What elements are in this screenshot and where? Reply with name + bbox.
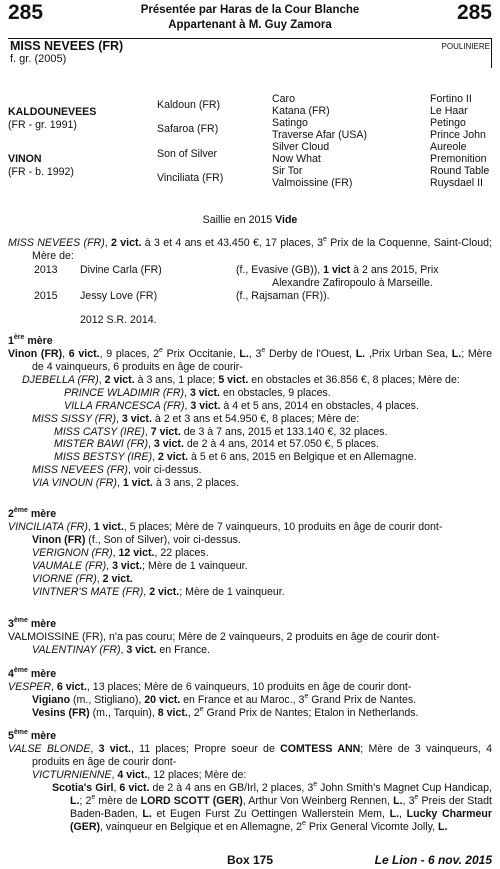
gen3-title [8, 618, 56, 631]
pedigree-gen2-4: Vinciliata (FR) [157, 172, 224, 184]
gen2-word: mère [30, 508, 57, 520]
race-record: MISS NEVEES (FR), 2 vict. à 3 et 4 ans et 43.450 €, 17 places, 3e Prix de la Coquenne, Saint-Cloud; Mère de: [8, 236, 493, 262]
covering-status: Vide [275, 214, 298, 226]
dam-info: (FR - b. 1992) [8, 166, 74, 178]
gen3-num: 3 [8, 618, 14, 630]
gen4-body: VESPER, 6 vict., 13 places; Mère de 6 vainqueurs, 10 produits en âge de courir dont- Vigiano (m., Stigliano), 20 vict. en France et au Maroc., 3e Grand Prix de Nantes. Vesins (FR) (m., Tarquin), 8 vict., 2e Grand Prix de Nantes; Etalon in Netherlands. [8, 681, 419, 719]
lot-number-right: 285 [456, 1, 492, 24]
produce-year-2: 2015 [34, 290, 58, 302]
gen4-title [8, 668, 56, 681]
gen4-word: mère [30, 668, 57, 680]
produce-detail-1c: à 2 ans 2015, Prix [350, 264, 439, 276]
gen1-num: 1 [8, 335, 14, 347]
pedigree-gen3-7: Sir Tor [272, 165, 303, 177]
produce-detail-1b: 1 vict [323, 264, 351, 276]
record-text2: Prix de la Coquenne, Saint-Cloud; Mère de: [32, 237, 493, 262]
pedigree-gen2-3: Son of Silver [157, 148, 218, 160]
sr-line: 2012 S.R. 2014. [80, 314, 157, 326]
produce-detail-1d: Alexandre Zafiropoulo à Marseille. [272, 277, 433, 289]
pedigree-gen4-7: Round Table [430, 165, 490, 177]
dam-name: VINON [8, 153, 42, 165]
box-number: Box 175 [226, 853, 274, 867]
lot-number-left: 285 [8, 1, 44, 24]
record-sup: e [323, 236, 327, 243]
pedigree-gen3-8: Valmoissine (FR) [272, 177, 353, 189]
gen5-sup: ème [13, 729, 28, 736]
produce-year-1: 2013 [34, 264, 58, 276]
gen3-word: mère [30, 618, 57, 630]
pedigree-gen4-4: Prince John [430, 129, 486, 141]
gen4-sup: ème [13, 667, 28, 674]
pedigree-gen3-1: Caro [272, 93, 295, 105]
produce-name-1: Divine Carla (FR) [80, 264, 162, 276]
pedigree-gen3-3: Satingo [272, 117, 308, 129]
produce-name-2: Jessy Love (FR) [80, 290, 158, 302]
pedigree-gen3-2: Katana (FR) [272, 105, 330, 117]
owner-line: Appartenant à M. Guy Zamora [168, 19, 332, 31]
gen5-body: VALSE BLONDE, 3 vict., 11 places; Propre soeur de COMTESS ANN; Mère de 3 vainqueurs, 4 produits en âge de courir dont- VICTURNIENNE, 4 vict., 12 places; Mère de: Scotia's Girl, 6 vict. de 2 à 4 ans en GB/Irl, 2 places, 3e John Smith's Magnet Cup Handicap, L.; 2e mère de LORD SCOTT (GER), Arthur Von Weinberg Rennen, L., 3e Preis der Stadt Baden-Baden, L. et Eugen Furst Zu Oettingen Wallerstein Mem, L., Lucky Charmeur (GER), vainqueur en Belgique et en Allemagne, 2e Prix General Vicomte Jolly, L. [8, 743, 493, 833]
gen2-sup: ème [13, 507, 28, 514]
pedigree-gen2-2: Safaroa (FR) [157, 123, 219, 135]
pedigree-gen2-1: Kaldoun (FR) [157, 99, 220, 111]
pedigree-gen3-6: Now What [272, 153, 321, 165]
pedigree-gen3-5: Silver Cloud [272, 141, 330, 153]
record-wins: 2 vict. [111, 237, 142, 249]
gen1-word: mère [27, 335, 53, 347]
sire-info: (FR - gr. 1991) [8, 119, 77, 131]
pedigree-gen4-5: Aureole [430, 141, 467, 153]
gen1-body: Vinon (FR), 6 vict., 9 places, 2e Prix Occitanie, L., 3e Derby de l'Ouest, L. ,Prix Urban Sea, L.; Mère de 4 vainqueurs, 6 produits en âge de courir- DJEBELLA (FR), 2 vict. à 3 ans, 1 place; 5 vict. en obstacles et 36.856 €, 8 places; Mère de: PRINCE WLADIMIR (FR), 3 vict. en obstacles, 9 places. VILLA FRANCESCA (FR), 3 vict. à 4 et 5 ans, 2014 en obstacles, 4 places. MISS SISSY (FR), 3 vict. à 2 et 3 ans et 54.950 €, 8 places; Mère de: MISS CATSY (IRE), 7 vict. de 3 à 7 ans, 2015 et 133.140 €, 32 places. MISTER BAWI (FR), 3 vict. de 2 à 4 ans, 2014 et 57.050 €, 5 places. MISS BESTSY (IRE), 2 vict. à 5 et 6 ans, 2015 en Belgique et en Allemagne. MISS NEVEES (FR), voir ci-dessus. VIA VINOUN (FR), 1 vict. à 3 ans, 2 places. [8, 347, 492, 490]
gen3-body: VALMOISSINE (FR), n'a pas couru; Mère de 2 vainqueurs, 2 produits en âge de courir dont- VALENTINAY (FR), 3 vict. en France. [8, 631, 440, 656]
produce-detail-1a: (f., Evasive (GB)), [236, 264, 324, 276]
horse-category: POULINIERE [441, 42, 490, 51]
pedigree-gen4-8: Ruysdael II [430, 177, 483, 189]
gen2-title [8, 508, 56, 521]
covering-text: Saillie en 2015 [202, 214, 276, 226]
record-horse-name: MISS NEVEES (FR) [8, 237, 105, 249]
sire-name: KALDOUNEVEES [8, 106, 97, 118]
record-text: à 3 et 4 ans et 43.450 €, 17 places, 3 [141, 237, 324, 249]
gen5-num: 5 [8, 730, 14, 742]
horse-description: f. gr. (2005) [10, 53, 67, 65]
pedigree-gen4-2: Le Haar [430, 105, 468, 117]
gen1-title [8, 335, 53, 348]
pedigree-gen3-4: Traverse Afar (USA) [272, 129, 367, 141]
gen5-word: mère [30, 730, 57, 742]
gen4-num: 4 [8, 668, 14, 680]
gen2-body: VINCILIATA (FR), 1 vict., 5 places; Mère de 7 vainqueurs, 10 produits en âge de courir dont- Vinon (FR) (f., Son of Silver), voir ci-dessus. VERIGNON (FR), 12 vict., 22 places. VAUMALE (FR), 3 vict.; Mère de 1 vainqueur. VIORNE (FR), 2 vict. VINTNER'S MATE (FR), 2 vict.; Mère de 1 vainqueur. [8, 521, 443, 598]
pedigree-gen4-6: Premonition [430, 153, 487, 165]
pedigree-gen4-3: Petingo [430, 117, 466, 129]
gen5-title [8, 730, 56, 743]
gen2-num: 2 [8, 508, 14, 520]
horse-name: MISS NEVEES (FR) [10, 39, 124, 53]
sale-info: Le Lion - 6 nov. 2015 [374, 853, 492, 867]
gen3-sup: ème [13, 617, 28, 624]
presenter-line: Présentée par Haras de la Cour Blanche [140, 4, 360, 16]
produce-detail-2: (f., Rajsaman (FR)). [236, 290, 330, 302]
pedigree-gen4-1: Fortino II [430, 93, 472, 105]
covering-line [0, 214, 500, 227]
gen1-sup: ère [13, 334, 25, 341]
produce-detail-1 [236, 264, 492, 277]
